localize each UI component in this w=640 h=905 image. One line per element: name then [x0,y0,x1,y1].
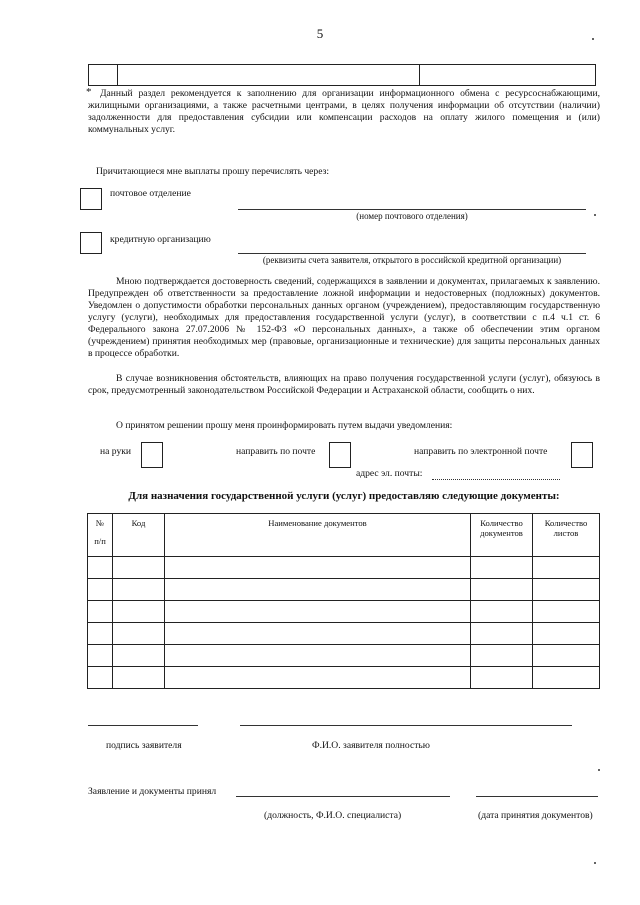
table-cell[interactable] [533,645,600,667]
col-header-name: Наименование документов [165,514,471,557]
email-label: адрес эл. почты: [356,468,423,479]
table-header-row [88,514,600,557]
table-cell[interactable] [113,667,165,689]
table-cell[interactable] [165,667,471,689]
table-cell[interactable] [533,557,600,579]
footnote [88,88,600,136]
obligation-paragraph [88,373,600,397]
page-number: 5 [316,26,324,41]
obligation-text: В случае возникновения обстоятельств, влияющих на право получения государственной услуги (услуг), обязуюсь в срок, предусмотренный законодательством Российской Федерации и Астраханской области, сообщить о них. [88,373,600,396]
email-input-line[interactable] [432,479,560,480]
table-cell[interactable] [113,645,165,667]
table-cell[interactable] [113,579,165,601]
post-office-checkbox[interactable] [80,188,102,210]
scan-speck [598,769,600,771]
by-email-label: направить по электронной почте [414,446,548,457]
table-cell[interactable] [471,645,533,667]
table-cell[interactable] [88,601,113,623]
table-row [88,601,600,623]
col-number-top: № [95,518,105,528]
table-row [88,667,600,689]
credit-org-line[interactable] [238,253,586,254]
scan-speck [594,862,596,864]
table-cell[interactable] [165,623,471,645]
in-hand-label: на руки [100,446,132,457]
col-header-number [88,514,113,557]
scan-speck [592,38,594,40]
post-office-label: почтовое отделение [110,188,191,199]
table-cell[interactable] [113,623,165,645]
table-cell[interactable] [471,579,533,601]
footnote-marker: * [86,86,92,98]
table-cell[interactable] [113,601,165,623]
table-row [88,579,600,601]
notify-intro: О принятом решении прошу меня проинформировать путем выдачи уведомления: [116,420,453,431]
table-cell[interactable] [533,667,600,689]
table-cell[interactable] [533,623,600,645]
table-cell[interactable] [165,579,471,601]
table-cell[interactable] [471,601,533,623]
full-name-label: Ф.И.О. заявителя полностью [312,740,430,751]
table-cell[interactable] [533,601,600,623]
signature-line[interactable] [88,725,198,726]
accepted-label: Заявление и документы принял [88,786,217,797]
table-cell[interactable] [471,667,533,689]
table-cell[interactable] [113,557,165,579]
by-email-checkbox[interactable] [571,442,593,468]
table-cell[interactable] [88,645,113,667]
documents-table [87,513,600,689]
table-cell[interactable] [165,601,471,623]
table-cell[interactable] [165,645,471,667]
address-table-fragment [88,64,596,86]
table-row [88,557,600,579]
table-cell[interactable] [471,623,533,645]
consent-paragraph [88,276,600,360]
payment-intro: Причитающиеся мне выплаты прошу перечислять через: [96,166,330,177]
table-cell[interactable] [89,65,118,85]
specialist-caption: (должность, Ф.И.О. специалиста) [264,810,402,821]
in-hand-checkbox[interactable] [141,442,163,468]
col-header-doc-count: Количество документов [471,514,533,557]
table-cell[interactable] [88,667,113,689]
post-office-caption: (номер почтового отделения) [356,211,468,221]
table-divider [419,65,420,85]
consent-text: Мною подтверждается достоверность сведений, содержащихся в заявлении и документах, прилагаемых к заявлению. Предупрежден об ответственности за предоставление ложной информации и недостоверных (подложных) документов. Уведомлен о допустимости обработки персональных данных органом (учреждением), предоставляющим государственную услугу (услуги), необходимых для предоставления государственной услуги (услуг), в соответствии с п.4 ч.1 ст. 6 Федерального закона 27.07.2006 № 152-ФЗ «О персональных данных», а также об обеспечении этим органом (учреждением) принятия необходимых мер (правовые, организационные и технические) для защиты персональных данных в процессе обработки. [88,276,600,359]
col-header-sheet-count: Количество листов [533,514,600,557]
date-caption: (дата принятия документов) [478,810,593,821]
table-row [88,623,600,645]
specialist-line[interactable] [236,796,450,797]
date-line[interactable] [476,796,598,797]
col-header-code: Код [113,514,165,557]
table-cell[interactable] [533,579,600,601]
full-name-line[interactable] [240,725,572,726]
signature-label: подпись заявителя [106,740,182,751]
credit-org-label: кредитную организацию [110,234,211,245]
by-mail-label: направить по почте [236,446,316,457]
table-cell[interactable] [165,557,471,579]
documents-heading: Для назначения государственной услуги (услуг) предоставляю следующие документы: [128,490,560,502]
by-mail-checkbox[interactable] [329,442,351,468]
col-number-bottom: п/п [94,536,106,546]
footnote-text: Данный раздел рекомендуется к заполнению для организации информационного обмена с ресурсоснабжающими, жилищными организациями, а также расчетными центрами, в целях получения информации об отсутствии (наличии) задолженности для предоставления субсидии или компенсации расходов на оплату жилого помещения и (или) коммунальных услуг. [88,88,600,135]
table-cell[interactable] [88,557,113,579]
post-office-line[interactable] [238,209,586,210]
credit-org-checkbox[interactable] [80,232,102,254]
table-cell[interactable] [471,557,533,579]
scan-speck [594,214,596,216]
table-cell[interactable] [88,579,113,601]
table-cell[interactable] [88,623,113,645]
table-row [88,645,600,667]
credit-org-caption: (реквизиты счета заявителя, открытого в российской кредитной организации) [262,255,562,265]
